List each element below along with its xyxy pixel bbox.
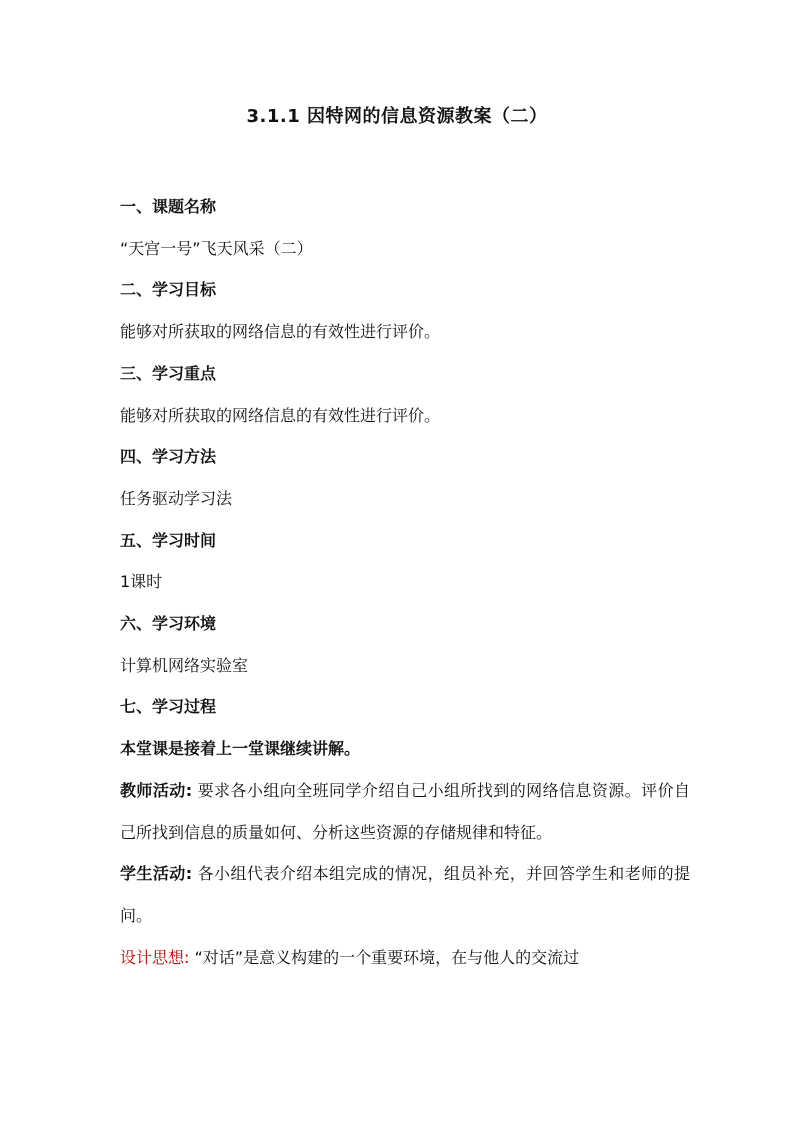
document-title: 3.1.1 因特网的信息资源教案（二） — [246, 106, 548, 127]
section-heading-time: 五、学习时间 — [120, 530, 217, 550]
section-body-method: 任务驱动学习法 — [120, 488, 233, 508]
section-heading-key-points: 三、学习重点 — [120, 363, 217, 383]
teacher-activity-paragraph — [120, 770, 690, 853]
student-activity-paragraph — [120, 853, 690, 936]
section-body-objectives: 能够对所获取的网络信息的有效性进行评价。 — [120, 322, 441, 342]
teacher-activity-label: 教师活动: — [120, 780, 193, 800]
section-heading-environment: 六、学习环境 — [120, 614, 217, 634]
section-body-topic: “天宫一号”飞天风采（二） — [120, 238, 313, 258]
student-activity-text: 各小组代表介绍本组完成的情况，组员补充，并回答学生和老师的提问。 — [120, 864, 690, 925]
section-body-environment: 计算机网络实验室 — [120, 655, 249, 675]
section-body-key-points: 能够对所获取的网络信息的有效性进行评价。 — [120, 405, 441, 425]
student-activity-label: 学生活动: — [120, 864, 193, 884]
section-heading-topic: 一、课题名称 — [120, 197, 217, 216]
design-thought-paragraph — [120, 937, 690, 979]
section-heading-objectives: 二、学习目标 — [120, 280, 217, 300]
section-heading-method: 四、学习方法 — [120, 447, 217, 467]
design-thought-label: 设计思想: — [120, 947, 190, 967]
document-content — [120, 186, 690, 978]
design-thought-text: “对话”是意义构建的一个重要环境，在与他人的交流过 — [189, 947, 580, 967]
process-intro: 本堂课是接着上一堂课继续讲解。 — [120, 739, 361, 759]
teacher-activity-text: 要求各小组向全班同学介绍自己小组所找到的网络信息资源。评价自己所找到信息的质量如何、分析这些资源的存储规律和特征。 — [120, 780, 690, 842]
section-heading-process: 七、学习过程 — [120, 697, 217, 717]
section-body-time: 1课时 — [120, 572, 163, 592]
